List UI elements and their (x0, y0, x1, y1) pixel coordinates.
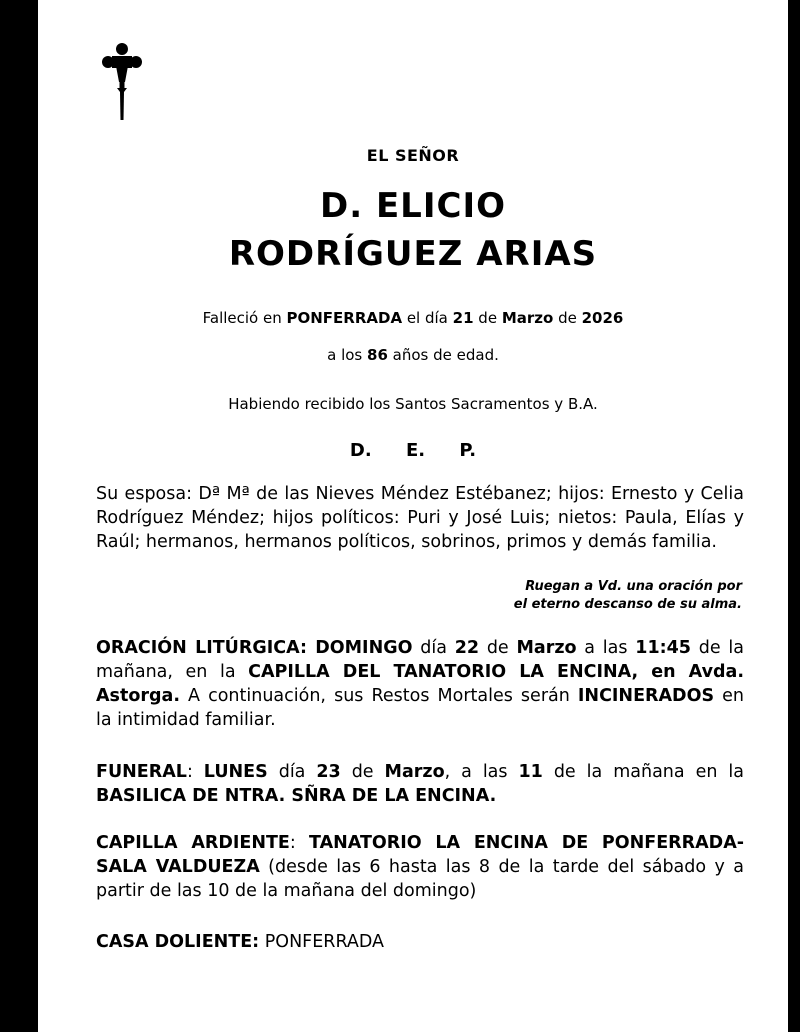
age-prefix: a los (327, 346, 368, 364)
age-suffix: años de edad. (387, 346, 499, 364)
death-info (38, 309, 788, 327)
family-paragraph: Su esposa: Dª Mª de las Nieves Méndez Estébanez; hijos: Ernesto y Celia Rodríguez Méndez; hijos políticos: Puri y José Luis; nietos: Paula, Elías y Raúl; hermanos, hermanos políticos, sobrinos, primos y demás familia. (96, 484, 744, 552)
death-day: 21 (452, 309, 474, 327)
oracion-text: de la mañana, en la (96, 638, 744, 682)
oracion-label: ORACIÓN LITÚRGICA: DOMINGO (96, 638, 413, 658)
casa-value: PONFERRADA (259, 932, 385, 952)
capilla-place: TANATORIO LA ENCINA DE PONFERRADA- SALA VALDUEZA (96, 833, 745, 877)
funeral-text: : (186, 762, 204, 782)
oracion-action: INCINERADOS (577, 686, 715, 706)
funeral-place: BASILICA DE NTRA. SÑRA DE LA ENCINA. (96, 786, 497, 806)
deceased-name-line2: RODRÍGUEZ ARIAS (228, 234, 598, 274)
casa-label: CASA DOLIENTE: (96, 932, 260, 952)
oracion-time: 11:45 (635, 638, 691, 658)
funeral-day: 23 (316, 762, 341, 782)
death-text: de (473, 309, 502, 327)
death-year: 2026 (581, 309, 624, 327)
funeral-month: Marzo (384, 762, 445, 782)
funeral-paragraph (96, 760, 744, 808)
oracion-day: 22 (454, 638, 480, 658)
dep-heading: D. E. P. (349, 440, 477, 461)
funeral-weekday: LUNES (203, 762, 268, 782)
death-month: Marzo (501, 309, 554, 327)
prayer-line2: el eterno descanso de su alma. (513, 597, 742, 612)
capilla-label: CAPILLA ARDIENTE (96, 833, 290, 853)
oracion-paragraph (96, 636, 744, 732)
death-prefix: Falleció en (202, 309, 287, 327)
cross-icon (96, 42, 148, 120)
death-text: el día (402, 309, 453, 327)
funeral-text: de la mañana en la (542, 762, 744, 782)
funeral-text: día (267, 762, 317, 782)
oracion-text: a las (576, 638, 636, 658)
age-info (38, 346, 788, 364)
casa-paragraph (96, 930, 744, 954)
funeral-text: de (340, 762, 385, 782)
funeral-hour: 11 (518, 762, 543, 782)
capilla-paragraph (96, 831, 744, 903)
oracion-text: A continuación, sus Restos Mortales serán (179, 686, 578, 706)
oracion-text: día (412, 638, 455, 658)
oracion-month: Marzo (516, 638, 577, 658)
age-value: 86 (367, 346, 388, 364)
oracion-text: de (479, 638, 517, 658)
capilla-text: (desde las 6 hasta las 8 de la tarde del sábado y a partir de las 10 de la mañana del domingo) (96, 857, 744, 901)
prayer-line1: Ruegan a Vd. una oración por (525, 579, 742, 594)
left-border (0, 0, 38, 1032)
death-text: de (553, 309, 582, 327)
deceased-name-line1: D. ELICIO (319, 186, 507, 226)
capilla-text: : (289, 833, 309, 853)
funeral-label: FUNERAL (96, 762, 187, 782)
death-place: PONFERRADA (286, 309, 403, 327)
oracion-place: CAPILLA DEL TANATORIO LA ENCINA, en Avda. Astorga. (96, 662, 744, 706)
right-border (788, 0, 800, 1032)
title-small: EL SEÑOR (366, 146, 460, 165)
sacraments-text: Habiendo recibido los Santos Sacramentos y B.A. (228, 395, 598, 413)
funeral-text: , a las (444, 762, 519, 782)
oracion-text: en la intimidad familiar. (96, 686, 744, 730)
